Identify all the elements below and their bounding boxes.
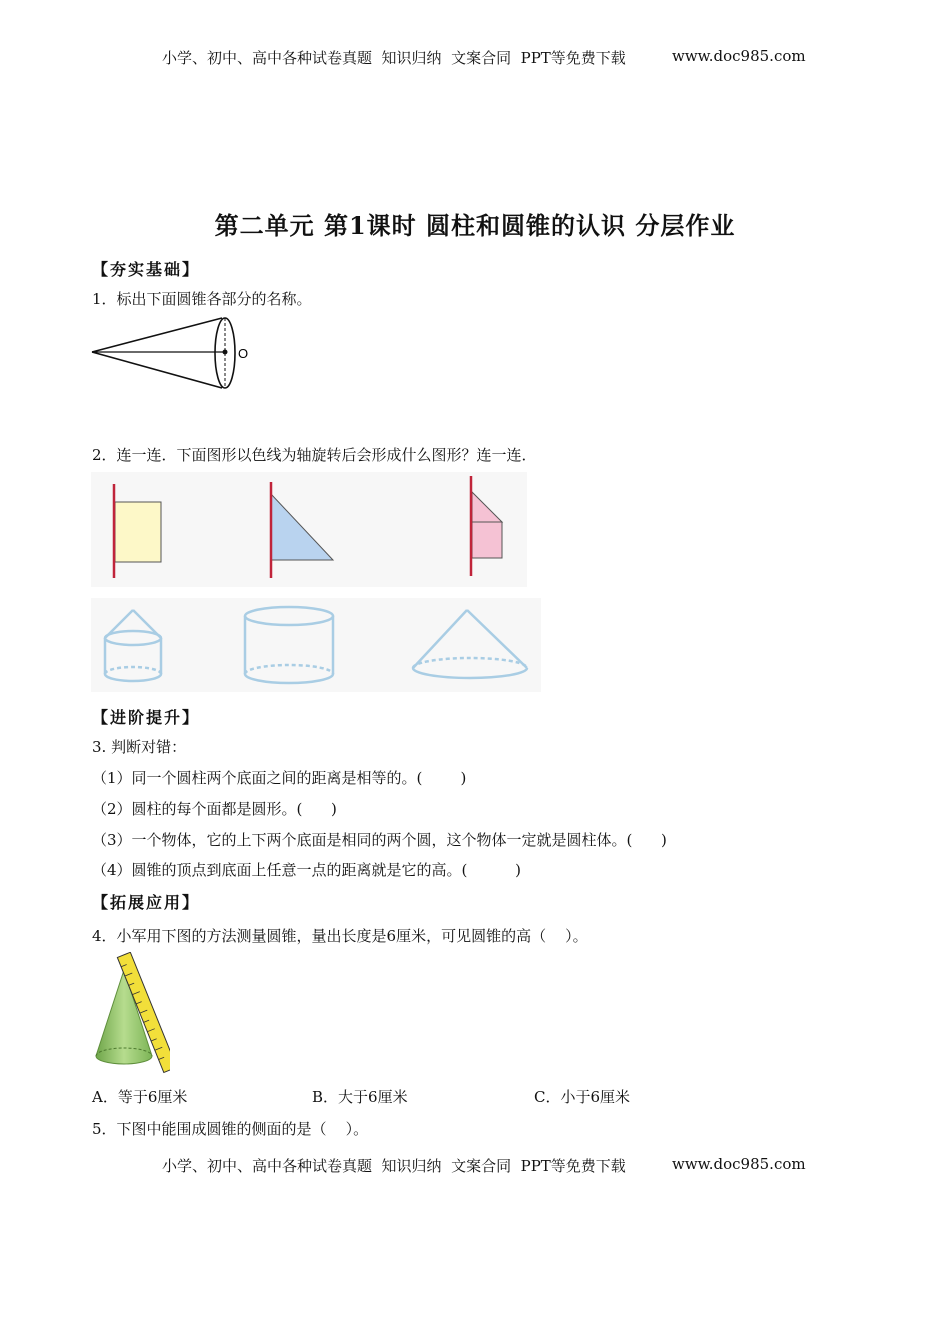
- question-1: 1．标出下面圆锥各部分的名称。: [92, 290, 312, 308]
- option-c: C．小于6厘米: [534, 1088, 631, 1106]
- page-title: 第二单元 第1课时 圆柱和圆锥的认识 分层作业: [214, 211, 736, 240]
- question-4: 4．小军用下图的方法测量圆锥，量出长度是6厘米，可见圆锥的高（ ）。: [92, 927, 588, 945]
- cone-slant-top: [92, 318, 222, 352]
- cone-ruler-figure: [90, 952, 170, 1074]
- page-header-text: 小学、初中、高中各种试卷真题 知识归纳 文案合同 PPT等免费下载: [162, 49, 626, 67]
- section-heading-basics: 【夯实基础】: [92, 260, 201, 279]
- option-a: A．等于6厘米: [92, 1088, 188, 1106]
- section-heading-application: 【拓展应用】: [92, 893, 201, 912]
- solids-panel: [91, 598, 541, 692]
- cone-slant-bottom: [92, 352, 222, 388]
- question-3: 3. 判断对错：: [92, 738, 187, 756]
- question-3-item-3: （3）一个物体，它的上下两个底面是相同的两个圆，这个物体一定就是圆柱体。( ): [92, 831, 667, 849]
- rectangle-shape: [115, 502, 161, 562]
- rotation-shapes-panel: [91, 472, 527, 587]
- question-5: 5．下图中能围成圆锥的侧面的是（ ）。: [92, 1120, 369, 1138]
- question-3-item-1: （1）同一个圆柱两个底面之间的距离是相等的。( ): [92, 769, 467, 787]
- section-heading-advanced: 【进阶提升】: [92, 708, 201, 727]
- question-3-item-4: （4）圆锥的顶点到底面上任意一点的距离就是它的高。( ): [92, 861, 521, 879]
- question-2: 2．连一连．下面图形以色线为轴旋转后会形成什么图形？连一连．: [92, 446, 537, 464]
- question-3-item-2: （2）圆柱的每个面都是圆形。( ): [92, 800, 337, 818]
- page-footer-text: 小学、初中、高中各种试卷真题 知识归纳 文案合同 PPT等免费下载: [162, 1157, 626, 1175]
- center-label: O: [238, 346, 249, 361]
- cone-figure: [88, 314, 258, 394]
- option-b: B．大于6厘米: [312, 1088, 408, 1106]
- pink-rectangle-part: [472, 522, 502, 558]
- cone-center-point: [223, 350, 228, 355]
- page-header-site: www.doc985.com: [672, 47, 806, 65]
- page-footer-site: www.doc985.com: [672, 1155, 806, 1173]
